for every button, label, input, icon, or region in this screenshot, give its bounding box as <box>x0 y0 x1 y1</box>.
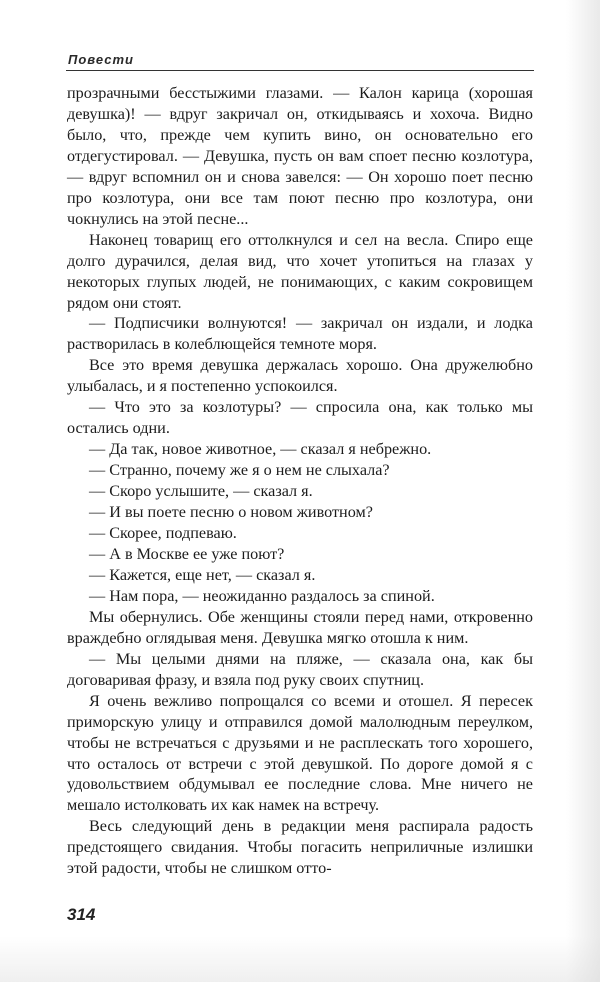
paragraph: — Скорее, подпеваю. <box>89 524 237 543</box>
page-bottom-shadow <box>0 936 600 982</box>
paragraph: — Подписчики волнуются! — закричал он издали, и лодка растворилась в колеблющейся темноте моря. <box>67 314 533 354</box>
paragraph: — Что это за козлотуры? — спросила она, как только мы остались одни. <box>67 398 533 438</box>
body-text <box>67 83 533 879</box>
paragraph: — Мы целыми днями на пляже, — сказала она, как бы договаривая фразу, и взяла под руку своих спутниц. <box>67 649 533 689</box>
paragraph: — Странно, почему же я о нем не слыхала? <box>89 461 390 480</box>
paragraph: Я очень вежливо попрощался со всеми и отошел. Я пересек приморскую улицу и отправился домой малолюдным переулком, чтобы не встречаться с друзьями и не расплескать того хорошего, что осталось от встречи с этой девушкой. По дороге домой я с удовольствием обдумывал ее последние слова. Мне ничего не мешало истолковать их как намек на встречу. <box>67 691 533 815</box>
paragraph: — Нам пора, — неожиданно раздалось за спиной. <box>89 586 435 605</box>
paragraph: прозрачными бесстыжими глазами. — Калон карица (хорошая девушка)! — вдруг закричал он, откидываясь и хохоча. Видно было, что, прежде чем купить вино, он основательно его отдегустировал. — Девушка, пусть он вам споет песню козлотура, — вдруг вспомнил он и снова завелся: — Он хорошо поет песню про козлотура, они все там поют песню про козлотура, они чокнулись на этой песне... <box>67 84 533 228</box>
paragraph: — И вы поете песню о новом животном? <box>89 503 373 522</box>
paragraph: Мы обернулись. Обе женщины стояли перед нами, откровенно враждебно оглядывая меня. Девушка мягко отошла к ним. <box>67 607 533 647</box>
running-header: Повести <box>68 52 134 67</box>
page-edge-shadow <box>566 0 600 982</box>
paragraph: — А в Москве ее уже поют? <box>89 544 285 563</box>
paragraph: Все это время девушка держалась хорошо. Она дружелюбно улыбалась, и я постепенно успокоился. <box>67 356 533 396</box>
paragraph: Наконец товарищ его оттолкнулся и сел на весла. Спиро еще долго дурачился, делая вид, что хочет утопиться на глазах у некоторых глупых людей, не понимающих, с каким сокровищем рядом они стоят. <box>67 230 533 312</box>
paragraph: — Скоро услышите, — сказал я. <box>89 482 313 501</box>
page-number: 314 <box>67 905 96 924</box>
paragraph: Весь следующий день в редакции меня распирала радость предстоящего свидания. Чтобы погасить неприличные излишки этой радости, чтобы не слишком отто- <box>67 817 533 878</box>
paragraph: — Кажется, еще нет, — сказал я. <box>89 565 316 584</box>
header-rule <box>66 70 534 71</box>
paragraph: — Да так, новое животное, — сказал я небрежно. <box>89 440 432 459</box>
